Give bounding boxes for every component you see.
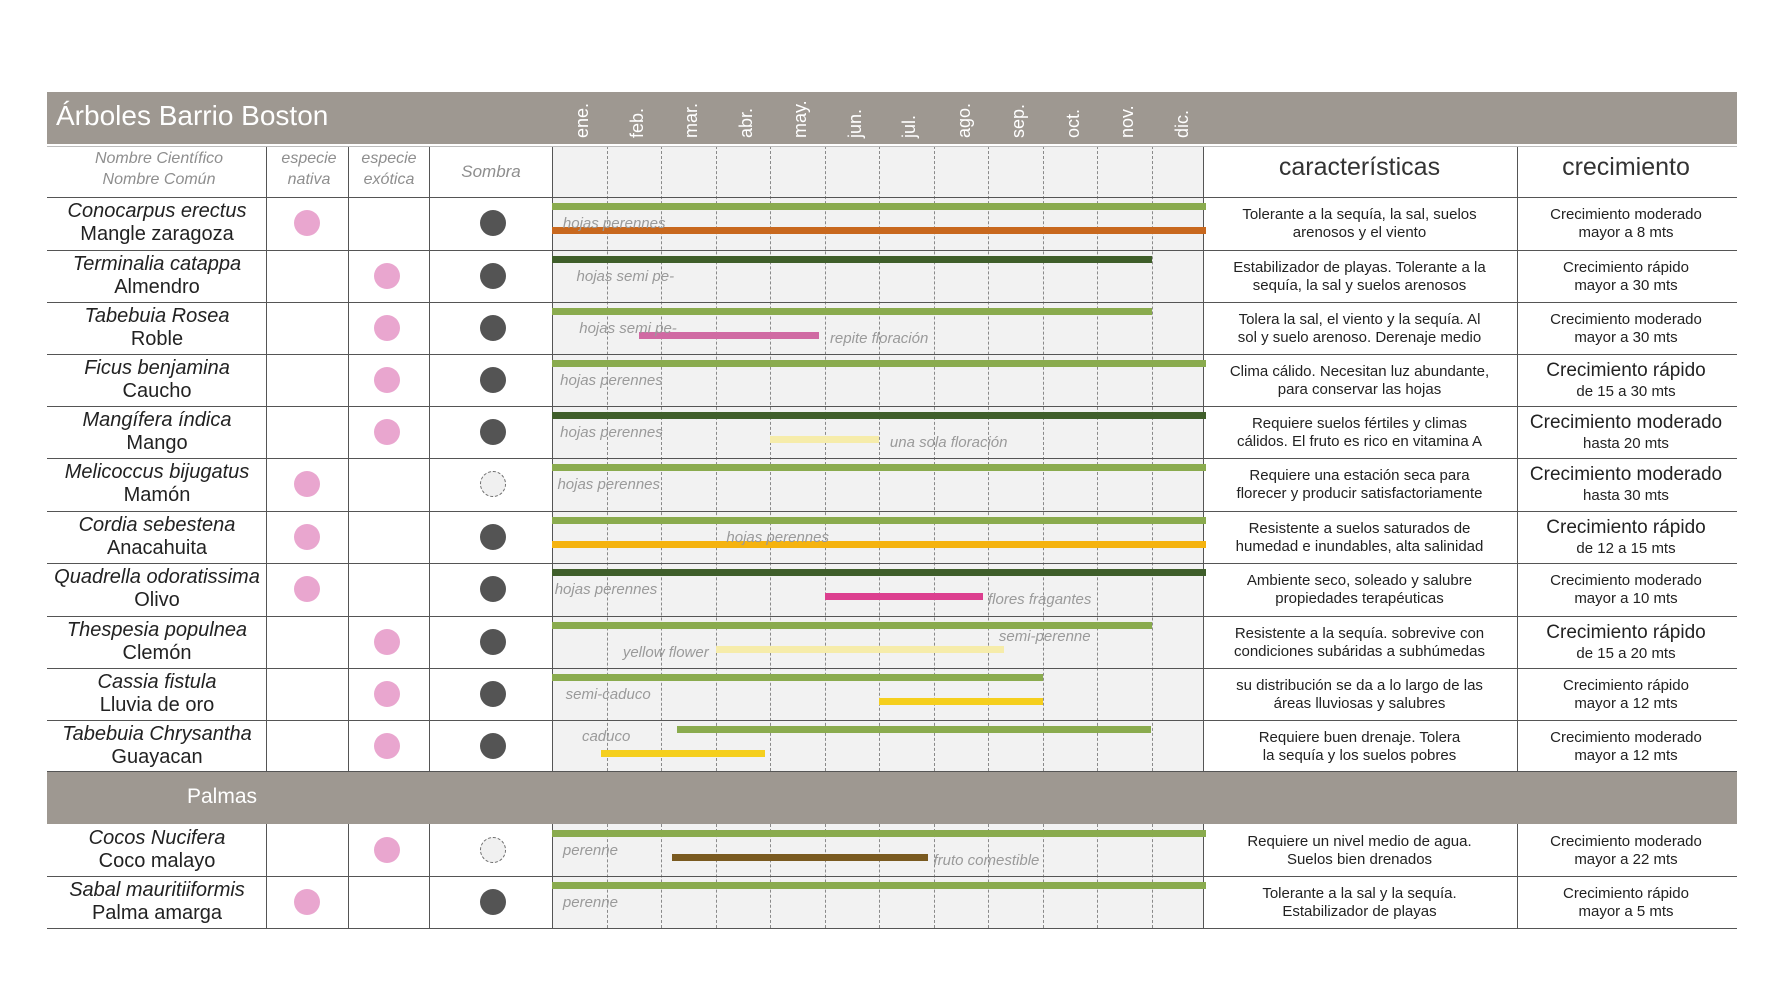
common-name: Clemón xyxy=(122,642,192,664)
row-divider xyxy=(47,616,1737,617)
growth-line: mayor a 8 mts xyxy=(1578,224,1674,241)
phenology-label: perenne xyxy=(562,894,618,911)
scientific-name: Conocarpus erectus xyxy=(67,200,247,222)
phenology-label: una sola floración xyxy=(889,434,1008,451)
characteristics-line: Suelos bien drenados xyxy=(1286,851,1433,868)
characteristics-text xyxy=(1203,572,1516,608)
characteristics-text xyxy=(1203,206,1516,242)
characteristics-line: condiciones subáridas a subhúmedas xyxy=(1234,643,1485,660)
phenology-bar xyxy=(552,541,1206,548)
phenology-bar xyxy=(552,882,1206,889)
characteristics-text xyxy=(1203,467,1516,503)
characteristics-line: Tolera la sal, el viento y la sequía. Al xyxy=(1238,311,1481,328)
phenology-bar xyxy=(677,726,1151,733)
month-label: abr. xyxy=(735,107,756,138)
scientific-name: Sabal mauritiiformis xyxy=(69,879,245,901)
header-exotic: especie exótica xyxy=(361,150,417,188)
month-label: feb. xyxy=(626,107,647,138)
phenology-label: caduco xyxy=(581,728,631,745)
growth-line: de 12 a 15 mts xyxy=(1576,540,1676,557)
native-dot-icon xyxy=(294,471,320,497)
phenology-bar xyxy=(552,674,1043,681)
exotic-dot-icon xyxy=(374,419,400,445)
row-divider xyxy=(47,354,1737,355)
growth-line: Crecimiento rápido xyxy=(1563,259,1689,276)
common-name: Roble xyxy=(130,328,184,350)
phenology-label: hojas perennes xyxy=(560,372,663,389)
characteristics-line: Tolerante a la sal y la sequía. xyxy=(1262,885,1457,902)
month-label: dic. xyxy=(1171,109,1192,138)
phenology-bar xyxy=(552,203,1206,210)
phenology-bar xyxy=(552,830,1206,837)
native-dot-icon xyxy=(294,524,320,550)
growth-text xyxy=(1517,206,1735,242)
growth-line: hasta 30 mts xyxy=(1583,487,1669,504)
common-name: Olivo xyxy=(134,589,180,611)
row-divider xyxy=(47,720,1737,721)
characteristics-line: Tolerante a la sequía, la sal, suelos xyxy=(1242,206,1477,223)
growth-text xyxy=(1517,833,1735,869)
characteristics-text xyxy=(1203,885,1516,921)
phenology-label: yellow flower xyxy=(622,644,709,661)
shade-full-icon xyxy=(480,524,506,550)
growth-line: mayor a 10 mts xyxy=(1574,590,1678,607)
native-dot-icon xyxy=(294,210,320,236)
growth-line: Crecimiento moderado xyxy=(1550,729,1702,746)
exotic-dot-icon xyxy=(374,681,400,707)
growth-line: Crecimiento moderado xyxy=(1529,412,1723,433)
palmas-band xyxy=(47,772,1737,824)
month-label: ago. xyxy=(953,102,974,138)
phenology-label: hojas semi pe- xyxy=(579,320,677,337)
scientific-name: Melicoccus bijugatus xyxy=(64,461,250,483)
characteristics-line: sequía, la sal y suelos arenosos xyxy=(1252,277,1467,294)
phenology-bar xyxy=(672,854,928,861)
characteristics-line: Ambiente seco, soleado y salubre xyxy=(1246,572,1473,589)
shade-full-icon xyxy=(480,315,506,341)
characteristics-line: para conservar las hojas xyxy=(1277,381,1442,398)
phenology-label: semi-caduco xyxy=(565,686,651,703)
common-name: Almendro xyxy=(114,276,200,298)
scientific-name: Thespesia populnea xyxy=(66,619,248,641)
native-dot-icon xyxy=(294,576,320,602)
header-growth: crecimiento xyxy=(1562,153,1690,181)
shade-partial-icon xyxy=(480,837,506,863)
scientific-name: Mangífera índica xyxy=(82,409,232,431)
phenology-bar xyxy=(716,646,1005,653)
scientific-name: Ficus benjamina xyxy=(84,357,230,379)
characteristics-line: propiedades terapéuticas xyxy=(1275,590,1444,607)
phenology-label: hojas semi pe- xyxy=(576,268,675,285)
characteristics-line: Requiere una estación seca para xyxy=(1249,467,1470,484)
phenology-label: fruto comestible xyxy=(933,852,1040,869)
month-label: oct. xyxy=(1062,108,1083,138)
characteristics-line: Resistente a la sequía. sobrevive con xyxy=(1234,625,1485,642)
month-label: may. xyxy=(790,100,810,138)
phenology-bar xyxy=(552,464,1206,471)
phenology-bar xyxy=(552,569,1206,576)
common-name: Caucho xyxy=(122,380,192,402)
growth-text xyxy=(1517,311,1735,347)
shade-full-icon xyxy=(480,210,506,236)
growth-line: Crecimiento moderado xyxy=(1550,311,1702,328)
row-divider xyxy=(47,146,1737,147)
phenology-label: hojas perennes xyxy=(557,476,661,493)
row-divider xyxy=(47,771,1737,772)
header-shade: Sombra xyxy=(461,162,521,181)
row-divider xyxy=(47,928,1737,929)
month-label: jul. xyxy=(899,114,919,138)
shade-full-icon xyxy=(480,629,506,655)
growth-line: Crecimiento rápido xyxy=(1546,360,1706,381)
phenology-bar xyxy=(879,698,1043,705)
phenology-label: hojas perennes xyxy=(562,215,666,232)
characteristics-line: Requiere suelos fértiles y climas xyxy=(1251,415,1468,432)
growth-line: mayor a 12 mts xyxy=(1574,747,1678,764)
common-name: Palma amarga xyxy=(91,902,223,924)
scientific-name: Terminalia catappa xyxy=(72,253,242,275)
native-dot-icon xyxy=(294,889,320,915)
row-divider xyxy=(47,876,1737,877)
growth-text xyxy=(1517,729,1735,765)
characteristics-line: arenosos y el viento xyxy=(1292,224,1427,241)
common-name: Mamón xyxy=(123,484,191,506)
row-divider xyxy=(47,511,1737,512)
header-sci-name: Nombre Científico xyxy=(94,150,224,167)
phenology-label: hojas perennes xyxy=(554,581,658,598)
phenology-label: flores fragantes xyxy=(988,591,1092,608)
characteristics-line: florecer y producir satisfactoriamente xyxy=(1236,485,1483,502)
characteristics-line: sol y suelo arenoso. Derenaje medio xyxy=(1237,329,1482,346)
shade-full-icon xyxy=(480,889,506,915)
characteristics-text xyxy=(1203,729,1516,765)
growth-line: Crecimiento moderado xyxy=(1550,572,1702,589)
common-name: Lluvia de oro xyxy=(99,694,215,716)
exotic-dot-icon xyxy=(374,837,400,863)
growth-line: mayor a 30 mts xyxy=(1574,277,1678,294)
phenology-bar xyxy=(770,436,879,443)
growth-line: mayor a 5 mts xyxy=(1578,903,1674,920)
characteristics-line: su distribución se da a lo largo de las xyxy=(1236,677,1483,694)
shade-partial-icon xyxy=(480,471,506,497)
growth-text xyxy=(1517,621,1735,663)
row-divider xyxy=(47,302,1737,303)
characteristics-line: Estabilizador de playas xyxy=(1282,903,1437,920)
row-divider xyxy=(47,668,1737,669)
characteristics-line: Resistente a suelos saturados de xyxy=(1248,520,1471,537)
header-characteristics: características xyxy=(1278,153,1441,181)
shade-full-icon xyxy=(480,681,506,707)
exotic-dot-icon xyxy=(374,629,400,655)
header-native: especie nativa xyxy=(281,150,337,188)
growth-text xyxy=(1517,359,1735,401)
characteristics-line: humedad e inundables, alta salinidad xyxy=(1235,538,1484,555)
scientific-name: Tabebuia Rosea xyxy=(84,305,230,327)
phenology-bar xyxy=(601,750,765,757)
month-label: ene. xyxy=(572,102,592,138)
characteristics-text xyxy=(1203,311,1516,347)
growth-text xyxy=(1517,463,1735,505)
characteristics-text xyxy=(1203,677,1516,713)
exotic-dot-icon xyxy=(374,263,400,289)
characteristics-text xyxy=(1203,259,1516,295)
common-name: Mango xyxy=(126,432,188,454)
growth-line: Crecimiento rápido xyxy=(1563,677,1689,694)
page-title: Árboles Barrio Boston xyxy=(56,100,329,131)
phenology-bar xyxy=(552,412,1206,419)
growth-line: mayor a 12 mts xyxy=(1574,695,1678,712)
month-label: mar. xyxy=(681,102,701,138)
palmas-section-label: Palmas xyxy=(187,785,258,808)
characteristics-line: áreas lluviosas y salubres xyxy=(1273,695,1446,712)
common-name: Anacahuita xyxy=(106,537,208,559)
exotic-dot-icon xyxy=(374,733,400,759)
phenology-bar xyxy=(552,517,1206,524)
scientific-name: Cordia sebestena xyxy=(78,514,236,536)
phenology-label: hojas perennes xyxy=(726,529,829,546)
phenology-label: repite floración xyxy=(829,330,929,347)
phenology-label: hojas perennes xyxy=(560,424,663,441)
growth-text xyxy=(1517,259,1735,295)
growth-text xyxy=(1517,677,1735,713)
scientific-name: Cassia fistula xyxy=(97,671,217,693)
characteristics-line: Clima cálido. Necesitan luz abundante, xyxy=(1229,363,1490,380)
phenology-bar xyxy=(552,256,1152,263)
growth-line: Crecimiento moderado xyxy=(1550,206,1702,223)
phenology-bar xyxy=(552,308,1152,315)
scientific-name: Tabebuia Chrysantha xyxy=(62,723,252,745)
scientific-name: Cocos Nucifera xyxy=(88,827,226,849)
shade-full-icon xyxy=(480,733,506,759)
characteristics-line: Requiere un nivel medio de agua. xyxy=(1247,833,1472,850)
exotic-dot-icon xyxy=(374,367,400,393)
month-label: sep. xyxy=(1008,103,1028,138)
exotic-dot-icon xyxy=(374,315,400,341)
phenology-bar xyxy=(825,593,983,600)
shade-full-icon xyxy=(480,263,506,289)
growth-line: Crecimiento moderado xyxy=(1529,464,1723,485)
scientific-name: Quadrella odoratissima xyxy=(54,566,260,588)
growth-text xyxy=(1517,411,1735,453)
characteristics-line: la sequía y los suelos pobres xyxy=(1262,747,1457,764)
growth-line: hasta 20 mts xyxy=(1583,435,1669,452)
growth-text xyxy=(1517,572,1735,608)
characteristics-text xyxy=(1203,363,1516,399)
row-divider xyxy=(47,458,1737,459)
growth-line: Crecimiento rápido xyxy=(1546,622,1706,643)
phenology-label: semi-perenne xyxy=(998,628,1091,645)
shade-full-icon xyxy=(480,419,506,445)
characteristics-text xyxy=(1203,415,1516,451)
row-divider xyxy=(47,406,1737,407)
characteristics-line: cálidos. El fruto es rico en vitamina A xyxy=(1236,433,1483,450)
row-divider xyxy=(47,250,1737,251)
common-name: Guayacan xyxy=(111,746,203,768)
growth-text xyxy=(1517,885,1735,921)
characteristics-line: Estabilizador de playas. Tolerante a la xyxy=(1233,259,1486,276)
growth-line: Crecimiento rápido xyxy=(1563,885,1689,902)
shade-full-icon xyxy=(480,367,506,393)
characteristics-text xyxy=(1203,625,1516,661)
growth-line: Crecimiento rápido xyxy=(1546,517,1706,538)
characteristics-line: Requiere buen drenaje. Tolera xyxy=(1258,729,1461,746)
row-divider xyxy=(47,197,1737,198)
row-divider xyxy=(47,563,1737,564)
common-name: Mangle zaragoza xyxy=(80,223,234,245)
growth-line: de 15 a 30 mts xyxy=(1576,383,1676,400)
phenology-bar xyxy=(552,360,1206,367)
growth-line: Crecimiento moderado xyxy=(1550,833,1702,850)
growth-text xyxy=(1517,516,1735,558)
growth-line: de 15 a 20 mts xyxy=(1576,645,1676,662)
characteristics-text xyxy=(1203,833,1516,869)
shade-full-icon xyxy=(480,576,506,602)
characteristics-text xyxy=(1203,520,1516,556)
phenology-label: perenne xyxy=(562,842,618,859)
month-label: nov. xyxy=(1117,105,1137,138)
growth-line: mayor a 22 mts xyxy=(1574,851,1678,868)
month-label: jun. xyxy=(844,108,865,138)
common-name: Coco malayo xyxy=(98,850,216,872)
header-common-name: Nombre Común xyxy=(102,171,216,188)
growth-line: mayor a 30 mts xyxy=(1574,329,1678,346)
